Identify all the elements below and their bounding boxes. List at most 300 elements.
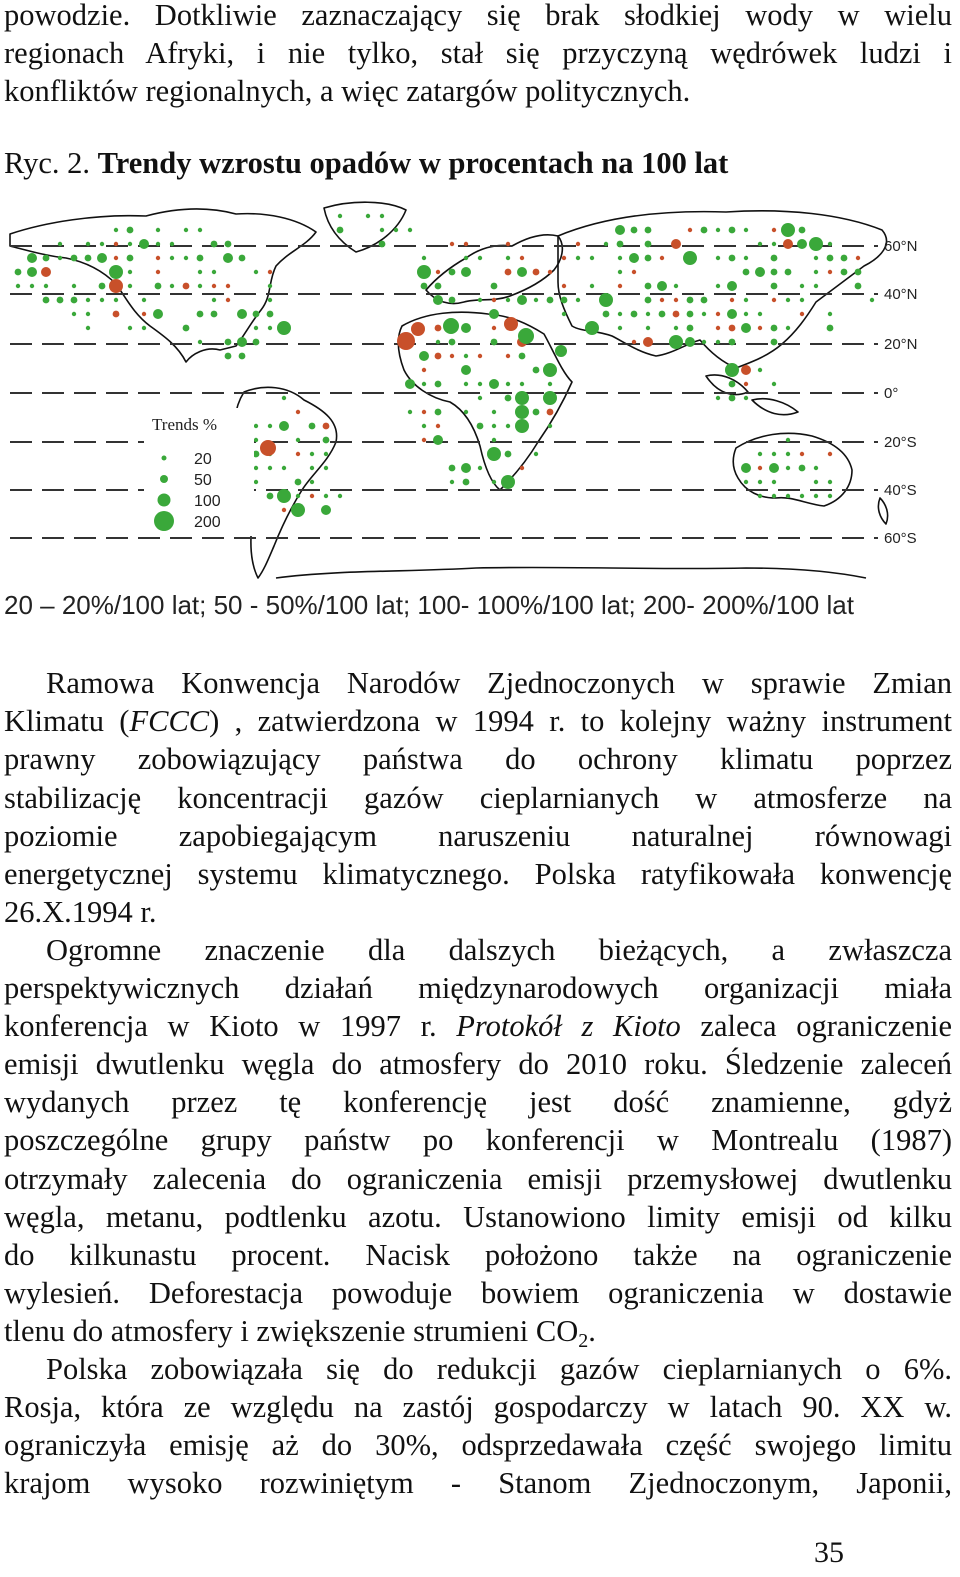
- increase-dot: [267, 493, 274, 500]
- legend-label: 50: [194, 472, 212, 489]
- increase-dot: [324, 466, 328, 470]
- increase-dot: [478, 256, 482, 260]
- increase-dot: [772, 242, 776, 246]
- latitude-label: 40°N: [884, 286, 918, 303]
- increase-dot: [786, 494, 790, 498]
- increase-dot: [615, 225, 625, 235]
- increase-dot: [489, 309, 499, 319]
- increase-dot: [799, 465, 806, 472]
- increase-dot: [645, 255, 652, 262]
- increase-dot: [142, 326, 146, 330]
- increase-dot: [618, 326, 622, 330]
- increase-dot: [771, 283, 778, 290]
- legend-label: 100: [194, 493, 221, 510]
- increase-dot: [43, 297, 50, 304]
- increase-dot: [449, 339, 456, 346]
- increase-dot: [781, 223, 795, 237]
- decrease-dot: [450, 242, 454, 246]
- increase-dot: [435, 283, 442, 290]
- increase-dot: [379, 241, 386, 248]
- decrease-dot: [828, 452, 832, 456]
- increase-dot: [422, 256, 426, 260]
- p2-line-4: emisji dwutlenku węgla do atmosfery do 2010 roku. Śledzenie zaleceń: [4, 1047, 952, 1081]
- increase-dot: [310, 466, 314, 470]
- increase-dot: [435, 409, 442, 416]
- increase-dot: [86, 242, 90, 246]
- increase-dot: [701, 297, 708, 304]
- precipitation-trend-map: [6, 186, 934, 586]
- increase-dot: [506, 424, 510, 428]
- decrease-dot: [435, 325, 442, 332]
- p2-line-6: poszczególne grupy państw po konferencji w Montrealu (1987): [4, 1123, 952, 1157]
- p2-line-9: do kilkunastu procent. Nacisk położono także na ograniczenie: [4, 1238, 952, 1272]
- increase-dot: [505, 451, 512, 458]
- decrease-dot: [492, 298, 496, 302]
- increase-dot: [487, 447, 501, 461]
- increase-dot: [433, 295, 443, 305]
- increase-dot: [534, 452, 538, 456]
- increase-dot: [687, 325, 694, 332]
- increase-dot: [449, 297, 456, 304]
- increase-dot: [755, 267, 765, 277]
- increase-dot: [282, 396, 286, 400]
- increase-dot: [576, 298, 580, 302]
- increase-dot: [729, 339, 736, 346]
- decrease-dot: [730, 298, 734, 302]
- decrease-dot: [729, 325, 736, 332]
- increase-dot: [674, 326, 678, 330]
- increase-dot: [645, 283, 652, 290]
- decrease-dot: [800, 312, 804, 316]
- decrease-dot: [506, 354, 510, 358]
- decrease-dot: [674, 298, 678, 302]
- increase-dot: [198, 340, 202, 344]
- increase-dot: [237, 309, 247, 319]
- decrease-dot: [673, 311, 680, 318]
- increase-dot: [463, 479, 470, 486]
- decrease-dot: [548, 270, 552, 274]
- decrease-dot: [183, 283, 190, 290]
- increase-dot: [461, 323, 471, 333]
- increase-dot: [27, 267, 37, 277]
- increase-dot: [543, 391, 557, 405]
- increase-dot: [727, 281, 737, 291]
- increase-dot: [492, 410, 496, 414]
- decrease-dot: [422, 438, 426, 442]
- increase-dot: [153, 309, 163, 319]
- decrease-dot: [716, 326, 720, 330]
- increase-dot: [268, 298, 272, 302]
- increase-dot: [800, 284, 804, 288]
- decrease-dot: [156, 270, 160, 274]
- decrease-dot: [716, 312, 720, 316]
- increase-dot: [814, 256, 818, 260]
- p2-line-11-b: .: [588, 1314, 596, 1348]
- increase-dot: [828, 242, 832, 246]
- increase-dot: [183, 325, 190, 332]
- increase-dot: [464, 382, 468, 386]
- increase-dot: [618, 312, 622, 316]
- increase-dot: [254, 326, 258, 330]
- increase-dot: [506, 382, 510, 386]
- increase-dot: [771, 325, 778, 332]
- figure-title: Trendy wzrostu opadów w procentach na 100 lat: [97, 146, 729, 180]
- increase-dot: [296, 438, 300, 442]
- increase-dot: [443, 318, 459, 334]
- increase-dot: [139, 239, 149, 249]
- increase-dot: [323, 437, 330, 444]
- increase-dot: [758, 480, 762, 484]
- increase-dot: [86, 326, 90, 330]
- increase-dot: [184, 256, 188, 260]
- increase-dot: [814, 270, 818, 274]
- increase-dot: [604, 242, 608, 246]
- p3-line-3: ograniczyła emisję aż do 30%, odsprzedawała część swojego limitu: [4, 1428, 952, 1462]
- increase-dot: [380, 228, 384, 232]
- increase-dot: [477, 423, 484, 430]
- increase-dot: [501, 475, 515, 489]
- increase-dot: [114, 228, 118, 232]
- decrease-dot: [114, 242, 118, 246]
- decrease-dot: [435, 353, 442, 360]
- increase-dot: [603, 311, 610, 318]
- increase-dot: [828, 480, 832, 484]
- increase-dot: [436, 340, 440, 344]
- increase-dot: [543, 363, 557, 377]
- decrease-dot: [492, 326, 496, 330]
- p2-line-8: węgla, metanu, podtlenku azotu. Ustanowiono limity emisji od kilku: [4, 1200, 952, 1234]
- decrease-dot: [114, 256, 118, 260]
- increase-dot: [517, 267, 527, 277]
- decrease-dot: [643, 337, 653, 347]
- increase-dot: [461, 365, 471, 375]
- decrease-dot: [323, 423, 330, 430]
- decrease-dot: [109, 279, 123, 293]
- increase-dot: [100, 242, 104, 246]
- decrease-dot: [113, 311, 120, 318]
- increase-dot: [492, 438, 496, 442]
- increase-dot: [841, 269, 848, 276]
- increase-dot: [590, 284, 594, 288]
- legend-label: 20: [194, 451, 212, 468]
- increase-dot: [212, 270, 216, 274]
- increase-dot: [555, 345, 567, 357]
- increase-dot: [515, 391, 529, 405]
- increase-dot: [827, 325, 834, 332]
- decrease-dot: [688, 228, 692, 232]
- p3-line-2: Rosja, która ze względu na zastój gospodarczy w latach 90. XX w.: [4, 1390, 952, 1424]
- latitude-label: 20°N: [884, 336, 918, 353]
- increase-dot: [421, 283, 428, 290]
- increase-dot: [211, 241, 218, 248]
- increase-dot: [800, 494, 804, 498]
- increase-dot: [309, 423, 316, 430]
- p2-kioto: Protokół z Kioto: [456, 1009, 681, 1043]
- increase-dot: [310, 452, 314, 456]
- increase-dot: [268, 466, 272, 470]
- increase-dot: [295, 479, 302, 486]
- increase-dot: [618, 256, 622, 260]
- decrease-dot: [422, 368, 426, 372]
- increase-dot: [729, 227, 736, 234]
- increase-dot: [254, 424, 258, 428]
- increase-dot: [170, 242, 174, 246]
- p1-line-5: poziomie zapobiegającym naruszeniu naturalnej równowagi: [4, 819, 952, 853]
- increase-dot: [225, 241, 232, 248]
- increase-dot: [380, 214, 384, 218]
- increase-dot: [464, 256, 468, 260]
- increase-dot: [669, 335, 683, 349]
- increase-dot: [491, 339, 498, 346]
- p1-line-2-a: Klimatu (: [4, 704, 130, 738]
- increase-dot: [744, 312, 748, 316]
- increase-dot: [828, 494, 832, 498]
- increase-dot: [422, 382, 426, 386]
- decrease-dot: [296, 452, 300, 456]
- latitude-label: 60°S: [884, 530, 917, 547]
- intro-line-3: konfliktów regionalnych, a więc zatargów politycznych.: [4, 74, 691, 108]
- increase-dot: [478, 466, 482, 470]
- increase-dot: [156, 242, 160, 246]
- latitude-label: 60°N: [884, 238, 918, 255]
- increase-dot: [517, 295, 527, 305]
- increase-dot: [814, 284, 818, 288]
- increase-dot: [547, 297, 554, 304]
- increase-dot: [197, 255, 204, 262]
- decrease-dot: [411, 322, 425, 336]
- increase-dot: [645, 241, 652, 248]
- increase-dot: [657, 281, 667, 291]
- increase-dot: [800, 298, 804, 302]
- p1-line-4: stabilizację koncentracji gazów cieplarnianych w atmosferze na: [4, 781, 952, 815]
- intro-line-2: regionach Afryki, i nie tylko, stał się przyczyną wędrówek ludzi i: [4, 36, 952, 70]
- increase-dot: [268, 284, 272, 288]
- p2-line-2: perspektywicznych działań międzynarodowych organizacji miała: [4, 971, 952, 1005]
- increase-dot: [58, 256, 62, 260]
- p2-line-11: [4, 1312, 952, 1350]
- increase-dot: [212, 298, 216, 302]
- increase-dot: [786, 452, 790, 456]
- increase-dot: [464, 410, 468, 414]
- decrease-dot: [282, 508, 286, 512]
- increase-dot: [855, 269, 862, 276]
- increase-dot: [743, 269, 750, 276]
- increase-dot: [533, 367, 540, 374]
- increase-dot: [85, 255, 92, 262]
- increase-dot: [408, 410, 412, 414]
- increase-dot: [772, 452, 776, 456]
- increase-dot: [197, 311, 204, 318]
- increase-dot: [100, 298, 104, 302]
- decrease-dot: [783, 239, 793, 249]
- increase-dot: [449, 465, 456, 472]
- decrease-dot: [744, 382, 748, 386]
- p1-line-6: energetycznej systemu klimatycznego. Polska ratyfikowała konwencję: [4, 857, 952, 891]
- increase-dot: [225, 353, 232, 360]
- decrease-dot: [632, 340, 636, 344]
- increase-dot: [855, 283, 862, 290]
- increase-dot: [128, 326, 132, 330]
- increase-dot: [408, 228, 412, 232]
- p2-line-3: [4, 1007, 952, 1045]
- intro-line-1: powodzie. Dotkliwie zaznaczający się brak słodkiej wody w wielu: [4, 0, 952, 32]
- increase-dot: [225, 339, 232, 346]
- trends-legend: [144, 408, 254, 536]
- increase-dot: [548, 382, 552, 386]
- decrease-dot: [660, 298, 664, 302]
- decrease-dot: [758, 466, 762, 470]
- increase-dot: [478, 396, 482, 400]
- increase-dot: [72, 284, 76, 288]
- increase-dot: [716, 284, 720, 288]
- increase-dot: [814, 466, 818, 470]
- increase-dot: [449, 269, 456, 276]
- increase-dot: [515, 419, 529, 433]
- increase-dot: [702, 340, 706, 344]
- decrease-dot: [533, 269, 540, 276]
- increase-dot: [127, 255, 134, 262]
- increase-dot: [422, 424, 426, 428]
- decrease-dot: [828, 270, 832, 274]
- decrease-dot: [397, 332, 415, 350]
- increase-dot: [310, 480, 314, 484]
- increase-dot: [253, 311, 260, 318]
- decrease-dot: [506, 242, 510, 246]
- increase-dot: [128, 242, 132, 246]
- decrease-dot: [618, 284, 622, 288]
- increase-dot: [548, 424, 552, 428]
- increase-dot: [211, 311, 218, 318]
- p2-line-3-b: zaleca ograniczenie: [680, 1009, 953, 1043]
- increase-dot: [645, 297, 652, 304]
- p1-line-7: 26.X.1994 r.: [4, 895, 157, 929]
- increase-dot: [585, 321, 599, 335]
- increase-dot: [646, 312, 650, 316]
- increase-dot: [659, 311, 666, 318]
- increase-dot: [16, 284, 20, 288]
- p1-line-3: prawny zobowiązujący państwa do ochrony klimatu poprzez: [4, 742, 952, 776]
- increase-dot: [254, 438, 258, 442]
- increase-dot: [786, 466, 790, 470]
- increase-dot: [758, 242, 762, 246]
- increase-dot: [870, 298, 874, 302]
- increase-dot: [814, 494, 818, 498]
- increase-dot: [338, 214, 342, 218]
- increase-dot: [268, 326, 272, 330]
- p3-line-4: krajom wysoko rozwiniętym - Stanom Zjednoczonym, Japonii,: [4, 1466, 952, 1500]
- increase-dot: [758, 312, 762, 316]
- increase-dot: [799, 227, 806, 234]
- legend-swatch: [162, 456, 167, 461]
- increase-dot: [814, 480, 818, 484]
- legend-caption: 20 – 20%/100 lat; 50 - 50%/100 lat; 100- 100%/100 lat; 200- 200%/100 lat: [4, 590, 854, 620]
- increase-dot: [337, 227, 344, 234]
- increase-dot: [772, 494, 776, 498]
- latitude-label: 0°: [884, 385, 899, 402]
- increase-dot: [267, 311, 274, 318]
- increase-dot: [758, 452, 762, 456]
- increase-dot: [156, 228, 160, 232]
- world-map-svg: [6, 186, 934, 586]
- increase-dot: [561, 297, 568, 304]
- increase-dot: [646, 326, 650, 330]
- increase-dot: [727, 309, 737, 319]
- decrease-dot: [758, 326, 762, 330]
- increase-dot: [744, 396, 748, 400]
- increase-dot: [492, 424, 496, 428]
- increase-dot: [282, 466, 286, 470]
- increase-dot: [170, 284, 174, 288]
- page-number: 35: [814, 1536, 844, 1569]
- increase-dot: [321, 505, 331, 515]
- legend-title: Trends %: [152, 415, 218, 434]
- increase-dot: [254, 480, 258, 484]
- increase-dot: [519, 353, 526, 360]
- legend-swatch: [154, 511, 174, 531]
- increase-dot: [729, 395, 736, 402]
- increase-dot: [478, 298, 482, 302]
- increase-dot: [366, 214, 370, 218]
- increase-dot: [520, 382, 524, 386]
- decrease-dot: [156, 256, 160, 260]
- increase-dot: [687, 297, 694, 304]
- increase-dot: [338, 494, 342, 498]
- p2-line-7: otrzymały zalecenia do ograniczenia emisji przemysłowej dwutlenku: [4, 1162, 952, 1196]
- increase-dot: [617, 241, 624, 248]
- decrease-dot: [436, 424, 440, 428]
- decrease-dot: [576, 242, 580, 246]
- decrease-dot: [212, 284, 216, 288]
- decrease-dot: [741, 365, 751, 375]
- increase-dot: [405, 379, 415, 389]
- increase-dot: [170, 256, 174, 260]
- increase-dot: [254, 466, 258, 470]
- increase-dot: [253, 339, 260, 346]
- decrease-dot: [856, 256, 860, 260]
- increase-dot: [223, 253, 233, 263]
- decrease-dot: [226, 298, 230, 302]
- decrease-dot: [562, 284, 566, 288]
- decrease-dot: [478, 354, 482, 358]
- p2-line-10: wylesień. Deforestacja powoduje bowiem ograniczenia w dostawie: [4, 1276, 952, 1310]
- increase-dot: [744, 298, 748, 302]
- decrease-dot: [772, 228, 776, 232]
- decrease-dot: [671, 239, 681, 249]
- decrease-dot: [660, 256, 664, 260]
- increase-dot: [464, 354, 468, 358]
- increase-dot: [239, 255, 246, 262]
- increase-dot: [534, 298, 538, 302]
- increase-dot: [128, 284, 132, 288]
- increase-dot: [758, 368, 762, 372]
- increase-dot: [198, 228, 202, 232]
- increase-dot: [685, 337, 695, 347]
- increase-dot: [772, 480, 776, 484]
- increase-dot: [772, 382, 776, 386]
- increase-dot: [97, 253, 107, 263]
- p1-fccc: FCCC: [129, 704, 210, 738]
- increase-dot: [786, 438, 790, 442]
- increase-dot: [239, 353, 246, 360]
- decrease-dot: [310, 494, 314, 498]
- increase-dot: [435, 381, 442, 388]
- increase-dot: [828, 312, 832, 316]
- increase-dot: [687, 311, 694, 318]
- decrease-dot: [436, 270, 440, 274]
- increase-dot: [296, 494, 300, 498]
- decrease-dot: [464, 242, 468, 246]
- increase-dot: [716, 256, 720, 260]
